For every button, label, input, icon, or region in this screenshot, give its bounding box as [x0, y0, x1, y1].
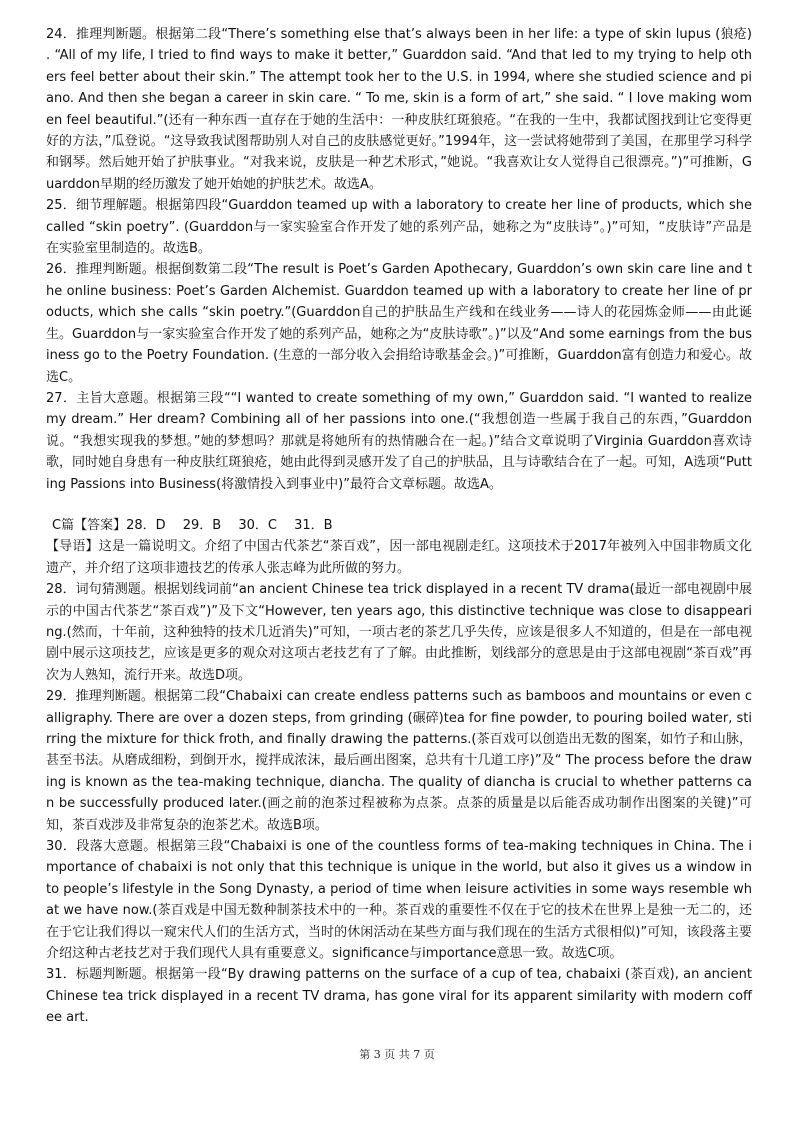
- answer-item-30: 30．段落大意题。根据第三段“Chabaixi is one of the countless forms of tea-making techniques in China. The importance of chabaixi is not only that this technique is unique in the world, but also it gives us a window into people’s lifestyle in the Song Dynasty, a period of time when leisure activities in some ways resemble what we have now.(茶百戏是中国无数种制茶技术中的一种。茶百戏的重要性不仅在于它的技术在世界上是独一无二的，还在于它让我们得以一窥宋代人们的生活方式，当时的休闲活动在某些方面与我们现在的生活方式很相似)”可知，该段落主要介绍这种古老技艺对于我们现代人具有重要意义。significance与importance意思一致。故选C项。: [46, 839, 752, 962]
- answer-item-24: 24．推理判断题。根据第二段“There’s something else that’s always been in her life: a type of skin lupus (狼疮) . “All of my life, I tried to find ways to make it better,” Guarddon said. “And that led to my trying to help others feel better about their skin.” The attempt took her to the U.S. in 1994, where she studied science and piano. And then she began a career in skin care. “ To me, skin is a form of art,” she said. “ I love making women feel beautiful.”(还有一种东西一直存在于她的生活中：一种皮肤红斑狼疮。“在我的一生中，我都试图找到让它变得更好的方法，”瓜登说。“这导致我试图帮助别人对自己的皮肤感觉更好。”1994年，这一尝试将她带到了美国，在那里学习科学和钢琴。然后她开始了护肤事业。“对我来说，皮肤是一种艺术形式，”她说。“我喜欢让女人觉得自己很漂亮。”)”可推断，Guarddon早期的经历激发了她开始她的护肤艺术。故选A。: [46, 27, 752, 192]
- page-footer: 第 3 页 共 7 页: [359, 1048, 435, 1061]
- answer-item-28: 28．词句猜测题。根据划线词前“an ancient Chinese tea trick displayed in a recent TV drama(最近一部电视剧中展示的中国古代茶艺“茶百戏”)”及下文“However, ten years ago, this distinctive technique was close to disappearing.(然而，十年前，这种独特的技术几近消失)”可知，一项古老的茶艺几乎失传，应该是很多人不知道的，但是在一部电视剧中展示这项技艺，应该是更多的观众对这项古老技艺有了了解。由此推断，划线部分的意思是由于这部电视剧“茶百戏”再次为人熟知，流行开来。故选D项。: [46, 582, 752, 683]
- answer-item-26: 26．推理判断题。根据倒数第二段“The result is Poet’s Garden Apothecary, Guarddon’s own skin care line and the online business: Poet’s Garden Alchemist. Guarddon teamed up with a laboratory to create her line of products, which she calls “skin poetry.”(Guarddon自己的护肤品生产线和在线业务——诗人的花园炼金师——由此诞生。Guarddon与一家实验室合作开发了她的系列产品，她称之为“皮肤诗歌”。)”以及“And some earnings from the business go to the Poetry Foundation. (生意的一部分收入会捐给诗歌基金会。)”可推断，Guarddon富有创造力和爱心。故选C。: [46, 262, 752, 385]
- answer-item-27: 27．主旨大意题。根据第三段““I wanted to create something of my own,” Guarddon said. “I wanted to realize my dream.” Her dream? Combining all of her passions into one.(“我想创造一些属于我自己的东西，”Guarddon说。“我想实现我的梦想。”她的梦想吗？那就是将她所有的热情融合在一起。)”结合文章说明了Virginia Guarddon喜欢诗歌，同时她自身患有一种皮肤红斑狼疮，她由此得到灵感开发了自己的护肤品，且与诗歌结合在了一起。可知，A选项“Putting Passions into Business(将激情投入到事业中)”最符合文章标题。故选A。: [46, 390, 752, 492]
- document-page: [46, 24, 752, 1029]
- answer-item-29: 29．推理判断题。根据第二段“Chabaixi can create endless patterns such as bamboos and mountains or even calligraphy. There are over a dozen steps, from grinding (碾碎)tea for fine powder, to pouring boiled water, stirring the mixture for thick froth, and finally drawing the patterns.(茶百戏可以创造出无数的图案，如竹子和山脉，甚至书法。从磨成细粉，到倒开水，搅拌成浓沫，最后画出图案，总共有十几道工序)”及“ The process before the drawing is known as the tea-making technique, diancha. The quality of diancha is crucial to whether patterns can be successfully produced later.(画之前的泡茶过程被称为点茶。点茶的质量是以后能否成功制作出图案的关键)”可知，茶百戏涉及非常复杂的泡茶艺术。故选B项。: [46, 689, 752, 833]
- answer-item-25: 25．细节理解题。根据第四段“Guarddon teamed up with a laboratory to create her line of products, which she called “skin poetry”. (Guarddon与一家实验室合作开发了她的系列产品，她称之为“皮肤诗”。)”可知，“皮肤诗”产品是在实验室里制造的。故选B。: [46, 198, 752, 257]
- section-c-guide: 【导语】这是一篇说明文。介绍了中国古代茶艺“茶百戏”，因一部电视剧走红。这项技术于2017年被列入中国非物质文化遗产，并介绍了这项非遗技艺的传承人张志峰为此所做的努力。: [46, 539, 752, 576]
- section-gap: [46, 495, 752, 515]
- section-c-answers: C篇【答案】28．D 29．B 30．C 31．B: [52, 517, 333, 533]
- answer-item-31: 31．标题判断题。根据第一段“By drawing patterns on the surface of a cup of tea, chabaixi (茶百戏), an ancient Chinese tea trick displayed in a recent TV drama, has gone viral for its apparent similarity with modern coffee art.: [46, 967, 752, 1026]
